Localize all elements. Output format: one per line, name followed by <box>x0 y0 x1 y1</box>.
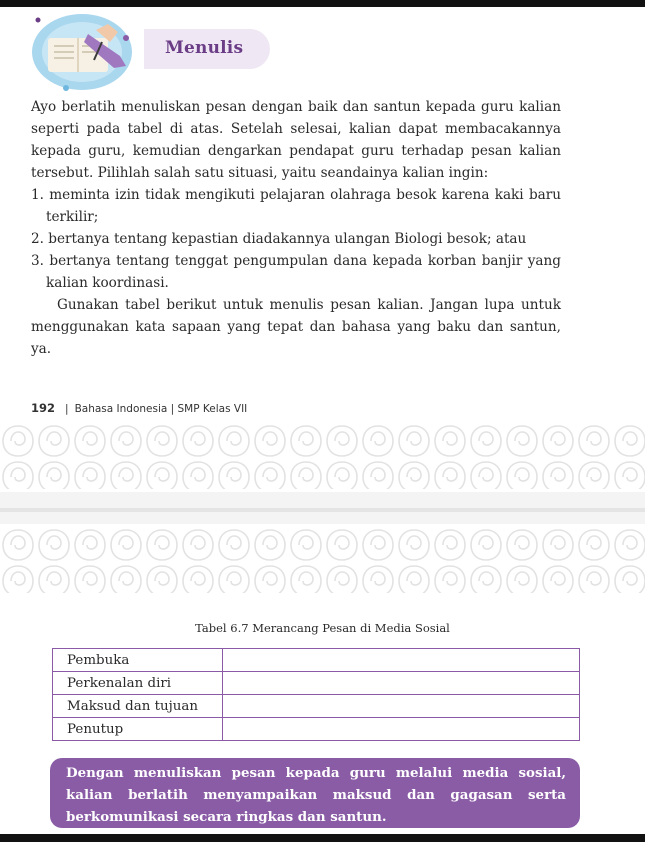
situation-list <box>31 184 561 294</box>
hand-writing-on-book-icon <box>26 8 142 96</box>
situation-item: 3. bertanya tentang tenggat pengumpulan dana kepada korban banjir yang kalian koordinasi. <box>31 253 561 291</box>
intro-paragraph: Ayo berlatih menuliskan pesan dengan baik dan santun kepada guru kalian seperti pada tabel di atas. Setelah selesai, kalian dapat membacakannya kepada guru, kemudian dengarkan pendapat guru terhadap pesan kalian tersebut. Pilihlah salah satu situasi, yaitu seandainya kalian ingin: <box>31 99 561 181</box>
row-input-cell[interactable] <box>223 649 580 672</box>
book-title: Bahasa Indonesia | SMP Kelas VII <box>74 403 248 415</box>
section-title: Menulis <box>165 38 244 58</box>
situation-item: 2. bertanya tentang kepastian diadakannya ulangan Biologi besok; atau <box>31 231 527 247</box>
page-footer <box>31 401 247 415</box>
row-label: Maksud dan tujuan <box>53 695 223 718</box>
table-caption: Tabel 6.7 Merancang Pesan di Media Sosial <box>195 621 450 635</box>
footer-separator: | <box>65 403 69 415</box>
row-label: Pembuka <box>53 649 223 672</box>
instruction-paragraph: Gunakan tabel berikut untuk menulis pesan kalian. Jangan lupa untuk menggunakan kata sapaan yang tepat dan bahasa yang baku dan santun, ya. <box>31 297 561 357</box>
table-row <box>53 695 580 718</box>
decorative-pattern <box>0 527 645 593</box>
row-input-cell[interactable] <box>223 718 580 741</box>
decorative-pattern <box>0 423 645 489</box>
row-input-cell[interactable] <box>223 695 580 718</box>
bottom-edge-bar <box>0 834 645 842</box>
table-row <box>53 718 580 741</box>
table-row <box>53 672 580 695</box>
page-divider <box>0 508 645 512</box>
table-row <box>53 649 580 672</box>
situation-item: 1. meminta izin tidak mengikuti pelajaran olahraga besok karena kaki baru terkilir; <box>31 187 561 225</box>
page-number: 192 <box>31 401 56 415</box>
top-edge-bar <box>0 0 645 7</box>
summary-note: Dengan menuliskan pesan kepada guru melalui media sosial, kalian berlatih menyampaikan maksud dan gagasan serta berkomunikasi secara ringkas dan santun. <box>50 758 580 828</box>
row-input-cell[interactable] <box>223 672 580 695</box>
row-label: Penutup <box>53 718 223 741</box>
row-label: Perkenalan diri <box>53 672 223 695</box>
message-plan-table <box>52 648 580 741</box>
